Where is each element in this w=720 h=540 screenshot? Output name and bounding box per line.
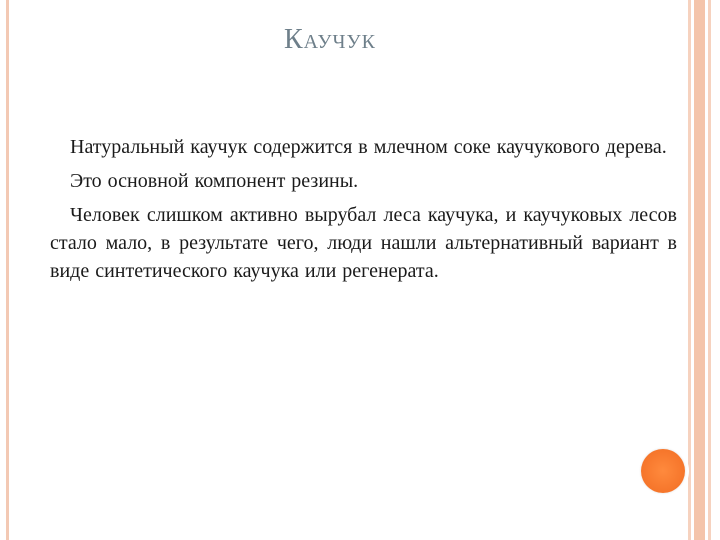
right-decor-stripe-inner — [688, 0, 691, 540]
paragraph-1: Натуральный каучук содержится в млечном соке каучукового дерева. — [70, 136, 667, 158]
slide-body — [50, 133, 677, 291]
paragraph-3: Человек слишком активно вырубал леса каучука, и каучуковых лесов стало мало, в результате чего, люди нашли альтернативный вариант в виде синтетического каучука или регенерата. — [50, 204, 677, 282]
slide-title: Каучук — [283, 24, 377, 55]
left-border-line — [6, 0, 9, 540]
right-decor-stripe-outer — [708, 0, 711, 540]
orange-circle-icon — [641, 449, 685, 493]
paragraph-2: Это основной компонент резины. — [70, 170, 359, 192]
right-decor-stripe-wide — [694, 0, 705, 540]
